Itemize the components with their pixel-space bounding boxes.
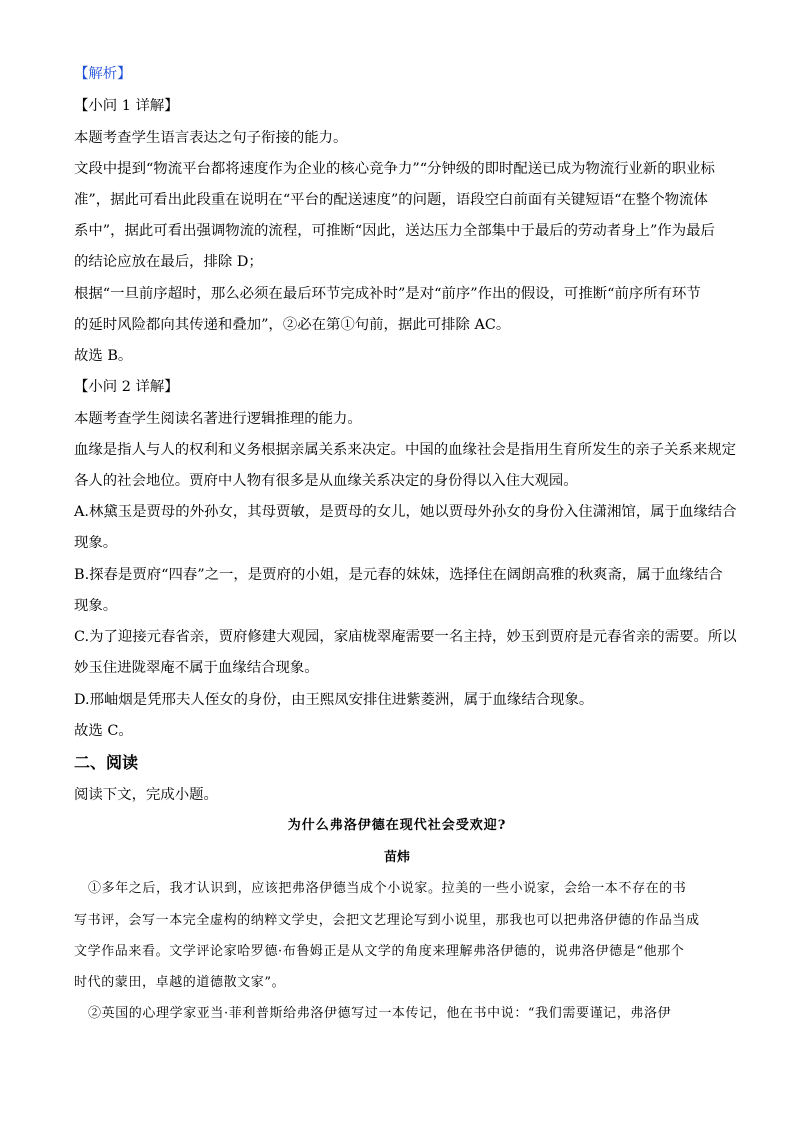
q2-heading: 【小问 2 详解】 <box>74 379 179 395</box>
q2-line: 血缘是指人与人的权利和义务根据亲属关系来决定。中国的血缘社会是指用生育所发生的亲子关系来规定 <box>74 442 736 458</box>
article-line: 文学作品来看。文学评论家哈罗德·布鲁姆正是从文学的角度来理解弗洛伊德的，说弗洛伊德是“他那个 <box>74 944 685 959</box>
q2-line: 本题考查学生阅读名著进行逻辑推理的能力。 <box>74 411 362 427</box>
q2-option-c-cont: 妙玉住进陇翠庵不属于血缘结合现象。 <box>74 660 319 676</box>
q2-option-a: A.林黛玉是贾母的外孙女，其母贾敏，是贾母的女儿，她以贾母外孙女的身份入住潇湘馆，属于血缘结合 <box>74 504 737 520</box>
article-title: 为什么弗洛伊德在现代社会受欢迎? <box>287 818 507 833</box>
article-author: 苗炜 <box>383 850 410 865</box>
q2-option-a-cont: 现象。 <box>74 535 118 551</box>
q2-option-b: B.探春是贾府“四春”之一，是贾府的小姐，是元春的妹妹，选择住在阔朗高雅的秋爽斋，属于血缘结合 <box>74 567 723 583</box>
section-heading: 二、阅读 <box>74 753 139 772</box>
q2-answer: 故选 C。 <box>74 723 133 739</box>
section-instruction: 阅读下文，完成小题。 <box>74 787 218 803</box>
article-line: 时代的蒙田，卓越的道德散文家”。 <box>74 975 286 990</box>
q1-answer: 故选 B。 <box>74 348 133 364</box>
analysis-heading: 【解析】 <box>74 66 132 82</box>
q1-line: 准”，据此可看出此段重在说明在“平台的配送速度”的问题，语段空白前面有关键短语“在整个物流体 <box>74 192 708 208</box>
q1-line: 的结论应放在最后，排除 D； <box>74 254 263 270</box>
q2-option-c: C.为了迎接元春省亲，贾府修建大观园，家庙栊翠庵需要一名主持，妙玉到贾府是元春省亲的需要。所以 <box>74 629 737 645</box>
article-line: ②英国的心理学家亚当·菲利普斯给弗洛伊德写过一本传记，他在书中说：“我们需要谨记，弗洛伊 <box>88 1006 672 1021</box>
q1-line: 本题考查学生语言表达之句子衔接的能力。 <box>74 130 348 146</box>
q2-option-d: D.邢岫烟是凭邢夫人侄女的身份，由王熙凤安排住进紫菱洲，属于血缘结合现象。 <box>74 692 594 708</box>
q2-option-b-cont: 现象。 <box>74 598 118 614</box>
article-line: 写书评，会写一本完全虚构的纳粹文学史，会把文艺理论写到小说里，那我也可以把弗洛伊德的作品当成 <box>74 913 700 928</box>
q1-heading: 【小问 1 详解】 <box>74 98 179 114</box>
q1-line: 的延时风险都向其传递和叠加”，②必在第①句前，据此可排除 AC。 <box>74 317 511 333</box>
article-line: ①多年之后，我才认识到，应该把弗洛伊德当成个小说家。拉美的一些小说家，会给一本不存在的书 <box>88 881 687 896</box>
q1-line: 文段中提到“物流平台都将速度作为企业的核心竞争力”“分钟级的即时配送已成为物流行业新的职业标 <box>74 161 715 177</box>
q1-line: 根据“一旦前序超时，那么必须在最后环节完成补时”是对“前序”作出的假设，可推断“前序所有环节 <box>74 286 701 302</box>
q2-line: 各人的社会地位。贾府中人物有很多是从血缘关系决定的身份得以入住大观园。 <box>74 473 578 489</box>
q1-line: 系中”，据此可看出强调物流的流程，可推断“因此，送达压力全部集中于最后的劳动者身上”作为最后 <box>74 223 715 239</box>
